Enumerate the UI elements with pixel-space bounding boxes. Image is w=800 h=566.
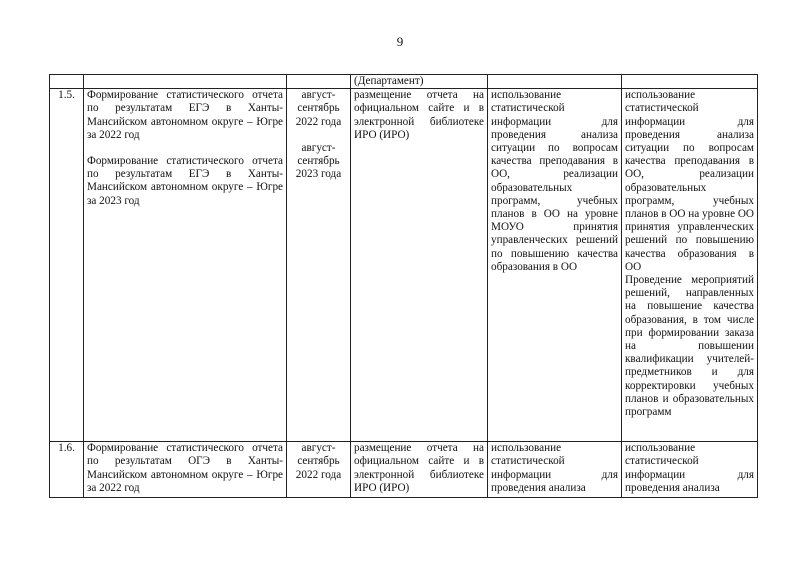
- cell-form: (Департамент): [351, 75, 488, 89]
- cell-use1: использование статистической информации для проведения анализа: [488, 442, 622, 498]
- table-row: [50, 89, 758, 442]
- cell-date: [287, 89, 351, 442]
- use2-paragraph: использование статистической информации для проведения анализа ситуации по вопросам качества преподавания в ОО, реализации образовательных программ, учебных планов в ОО на уровне ОО принятия управленческих решений по повышению качества образования в ОО: [625, 89, 754, 273]
- cell-use2: [622, 75, 758, 89]
- cell-num: [50, 75, 84, 89]
- name-paragraph: Формирование статистического отчета по результатам ЕГЭ в Ханты-Мансийском автономном округе – Югре за 2023 год: [87, 155, 283, 207]
- cell-name: [84, 75, 287, 89]
- plan-table: [49, 74, 758, 498]
- cell-date: [287, 75, 351, 89]
- page-number: 9: [396, 34, 404, 49]
- cell-use1: использование статистической информации для проведения анализа ситуации по вопросам качества преподавания в ОО, реализации образовательных программ, учебных планов в ОО на уровне МОУО принятия управленческих решений по повышению качества образования в ОО: [488, 89, 622, 442]
- cell-use2: [622, 89, 758, 442]
- cell-num: 1.6.: [50, 442, 84, 498]
- cell-name: [84, 89, 287, 442]
- cell-form: размещение отчета на официальном сайте и в электронной библиотеке ИРО (ИРО): [351, 89, 488, 442]
- cell-form: размещение отчета на официальном сайте и в электронной библиотеке ИРО (ИРО): [351, 442, 488, 498]
- date-paragraph: август-сентябрь 2022 года: [295, 89, 342, 128]
- table-row: [50, 442, 758, 498]
- date-paragraph: август-сентябрь 2023 года: [295, 141, 342, 181]
- cell-use2: использование статистической информации для проведения анализа: [622, 442, 758, 498]
- cell-date: август-сентябрь 2022 года: [287, 442, 351, 498]
- cell-name: Формирование статистического отчета по результатам ОГЭ в Ханты-Мансийском автономном округе – Югре за 2022 год: [84, 442, 287, 498]
- cell-use1: [488, 75, 622, 89]
- use2-paragraph: Проведение мероприятий решений, направленных на повышение качества образования, в том числе при формировании заказа на повышении квалификации учителей-предметников и для корректировки учебных планов и образовательных программ: [625, 274, 754, 419]
- cell-num: 1.5.: [50, 89, 84, 442]
- table-row-continuation: [50, 75, 758, 89]
- name-paragraph: Формирование статистического отчета по результатам ЕГЭ в Ханты-Мансийском автономном округе – Югре за 2022 год: [87, 89, 283, 141]
